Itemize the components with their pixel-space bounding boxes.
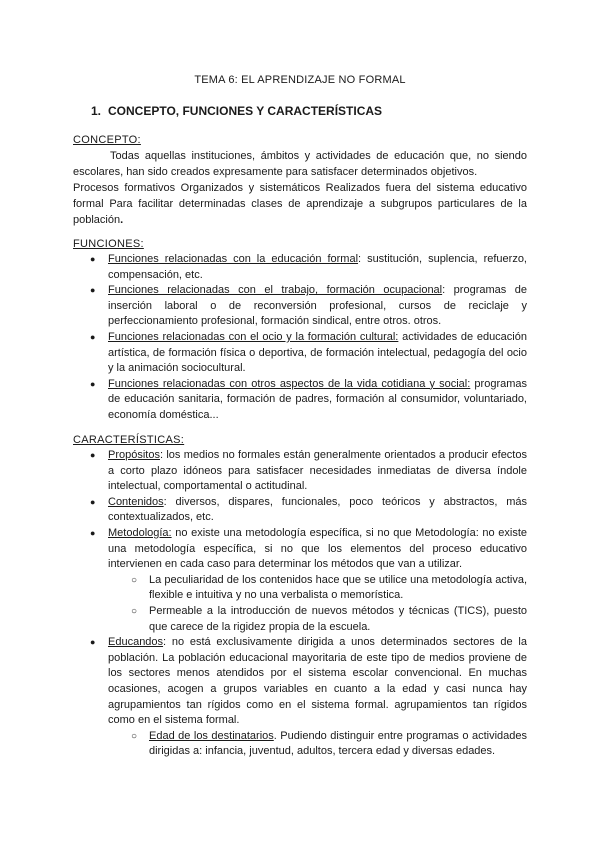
bullet-icon: ● xyxy=(90,450,96,460)
section-number: 1. xyxy=(91,104,102,118)
metodologia-subitem-text: Permeable a la introducción de nuevos métodos y técnicas (TICS), puesto que carece de la rigidez propia de la escuela. xyxy=(149,604,527,633)
caracteristicas-item xyxy=(73,635,527,729)
educandos-subitem-text: . Pudiendo distinguir entre programas o actividades dirigidas a: infancia, juventud, adultos, tercera edad y diversas edades. xyxy=(149,729,527,758)
concepto-paragraph-2-text: Procesos formativos Organizados y sistemáticos Realizados fuera del sistema educativo formal Para facilitar determinadas clases de aprendizaje a subgrupos particulares de la población xyxy=(73,182,527,226)
section-heading xyxy=(91,104,382,118)
bullet-icon: ● xyxy=(90,527,96,538)
concepto-paragraph-2 xyxy=(73,180,527,228)
metodologia-subitem-text: La peculiaridad de los contenidos hace que se utilice una metodología activa, flexible e intuitiva y no una verbalista o memorística. xyxy=(149,573,527,602)
educandos-subitem-term: Edad de los destinatarios xyxy=(149,729,274,742)
funciones-item-text: actividades de educación artística, de formación física o deportiva, de formación intelectual, pedagogía del ocio y la animación sociocultural. xyxy=(108,330,527,375)
metodologia-subitem xyxy=(108,604,527,635)
funciones-item-text: : sustitución, suplencia, refuerzo, compensación, etc. xyxy=(108,253,527,281)
caracteristicas-item-text: no existe una metodología específica, si no que Metodología: no existe una metodología específica, si no que los elementos del proceso educativo intervienen en cada caso para determinar los métodos que van a utilizar. xyxy=(108,526,527,571)
bullet-icon: ● xyxy=(90,496,96,507)
caracteristicas-item-term: Educandos xyxy=(108,636,164,649)
funciones-item-text: programas de educación sanitaria, formación de padres, formación al consumidor, voluntariado, economía doméstica... xyxy=(108,377,528,421)
circle-bullet-icon: ○ xyxy=(131,574,138,586)
funciones-item-text: : programas de inserción laboral o de reconversión profesional, cursos de reciclaje y perfeccionamiento profesional, formación sindical, entre otros. otros. xyxy=(108,284,527,328)
caracteristicas-item-text: : no está exclusivamente dirigida a unos determinados sectores de la población. La población educacional mayoritaria de este tipo de medios proviene de los sectores menos atendidos por el sistema escolar convencional. En muchas ocasiones, acogen a grupos variables en cuanto a la edad y casi nunca hay agrupamientos tan rígidos como en el sistema formal. agrupamientos tan rígidos como en el sistema formal. xyxy=(108,636,527,727)
caracteristicas-item xyxy=(73,526,527,573)
funciones-list xyxy=(73,252,527,424)
funciones-item-term: Funciones relacionadas con otros aspectos de la vida cotidiana y social: xyxy=(108,377,471,390)
concepto-paragraph-2-end: . xyxy=(120,214,124,226)
funciones-item xyxy=(73,377,527,424)
funciones-item xyxy=(73,283,527,330)
funciones-item xyxy=(73,330,527,377)
metodologia-subitem xyxy=(108,573,527,604)
educandos-subitem xyxy=(108,729,527,760)
concepto-paragraph-1: Todas aquellas instituciones, ámbitos y actividades de educación que, no siendo escolares, han sido creados expresamente para satisfacer determinados objetivos. xyxy=(73,150,527,178)
caracteristicas-item-text: : los medios no formales están generalmente orientados a producir efectos a corto plazo idóneos para satisfacer necesidades inmediatas de diversa índole intelectual, comportamental o actitudinal. xyxy=(108,449,527,493)
caracteristicas-item-term: Propósitos xyxy=(108,449,160,461)
funciones-item-term: Funciones relacionadas con el trabajo, formación ocupacional xyxy=(108,284,443,297)
caracteristicas-item xyxy=(73,448,527,495)
bullet-icon: ● xyxy=(90,254,96,264)
caracteristicas-item-term: Metodología: xyxy=(108,526,172,539)
funciones-label: FUNCIONES: xyxy=(73,238,144,250)
bullet-icon: ● xyxy=(90,378,96,389)
circle-bullet-icon: ○ xyxy=(131,605,138,617)
circle-bullet-icon: ○ xyxy=(131,730,138,742)
funciones-item-term: Funciones relacionadas con el ocio y la formación cultural: xyxy=(108,330,399,343)
concepto-label: CONCEPTO: xyxy=(73,134,141,146)
funciones-item-term: Funciones relacionadas con la educación formal xyxy=(108,253,359,265)
caracteristicas-list xyxy=(73,448,527,760)
funciones-item xyxy=(73,252,527,283)
bullet-icon: ● xyxy=(90,331,96,342)
caracteristicas-label: CARACTERÍSTICAS: xyxy=(73,434,185,446)
caracteristicas-item xyxy=(73,495,527,526)
caracteristicas-item-term: Contenidos xyxy=(108,495,164,508)
bullet-icon: ● xyxy=(90,285,96,296)
bullet-icon: ● xyxy=(90,637,96,648)
caracteristicas-item-text: : diversos, dispares, funcionales, poco teóricos y abstractos, más contextualizados, etc. xyxy=(108,495,527,524)
section-heading-text: CONCEPTO, FUNCIONES Y CARACTERÍSTICAS xyxy=(108,104,383,118)
document-title: TEMA 6: EL APRENDIZAJE NO FORMAL xyxy=(194,74,406,86)
